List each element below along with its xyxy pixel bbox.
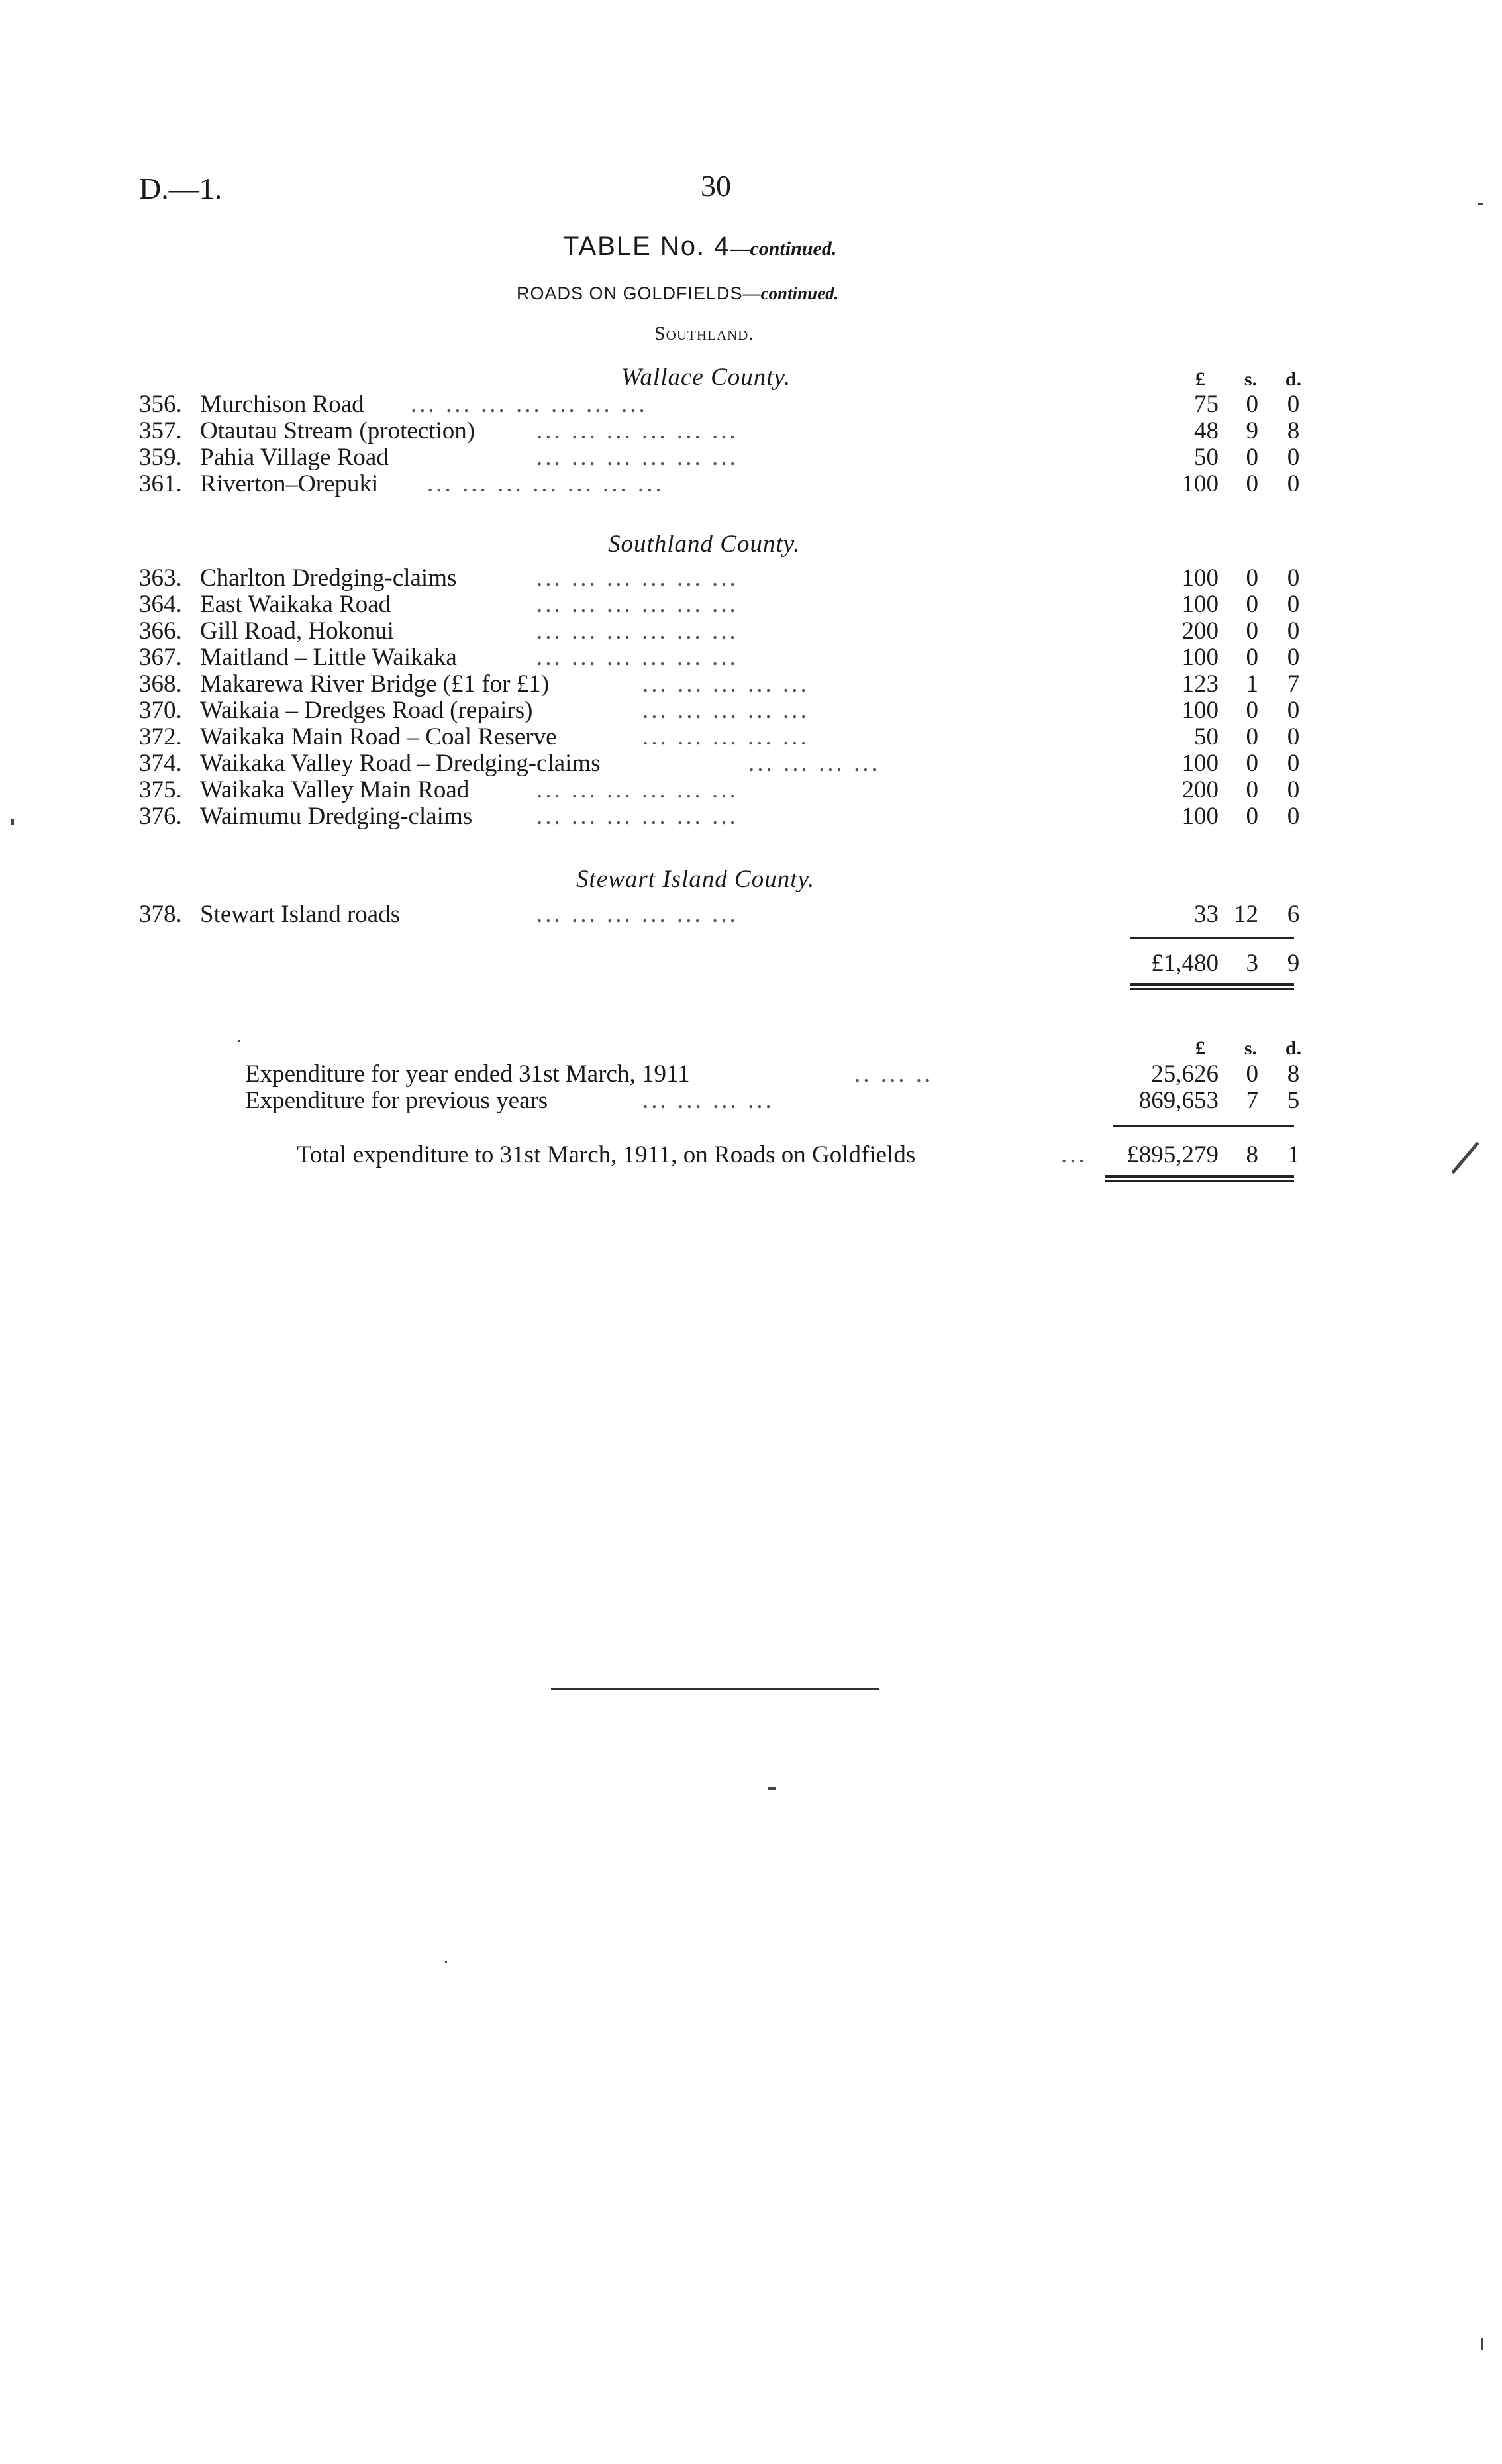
row-number: 361. (139, 470, 182, 497)
summary-shillings: 7 (1246, 1087, 1258, 1114)
scan-mark (1481, 2338, 1483, 2350)
leader-dots: ... ... ... ... ... ... (536, 901, 738, 928)
row-label: Riverton–Orepuki (200, 470, 379, 497)
grand-total-label: Total expenditure to 31st March, 1911, on Roads on Goldfields (297, 1141, 916, 1168)
row-pence: 0 (1287, 723, 1300, 750)
table-row (0, 470, 1502, 498)
row-label: Murchison Road (200, 391, 364, 418)
row-pounds: 100 (1181, 644, 1219, 671)
summary-column-headers (0, 1035, 1502, 1062)
table-subtitle (517, 283, 838, 304)
summary-pence: 8 (1287, 1060, 1300, 1088)
row-pence: 0 (1287, 803, 1300, 830)
row-pounds: 75 (1194, 391, 1219, 418)
summary-row-previous (0, 1086, 1502, 1115)
row-shillings: 0 (1246, 564, 1258, 591)
table-row (0, 444, 1502, 472)
document-reference: D.—1. (139, 172, 223, 205)
row-number: 363. (139, 564, 182, 591)
leader-dots: ... ... ... ... ... ... (536, 591, 738, 618)
row-pounds: 100 (1181, 803, 1219, 830)
row-pence: 0 (1287, 444, 1300, 471)
section-total-pounds: £1,480 (1151, 950, 1219, 977)
row-shillings: 0 (1246, 617, 1258, 644)
leader-dots: ... ... ... ... ... ... (536, 644, 738, 671)
row-shillings: 12 (1234, 901, 1258, 928)
row-number: 375. (139, 776, 182, 803)
summary-shillings: 0 (1246, 1060, 1258, 1088)
row-pounds: 50 (1194, 444, 1219, 471)
summary-pounds: 869,653 (1138, 1087, 1219, 1114)
table-row (0, 803, 1502, 831)
scan-mark (11, 819, 14, 825)
summary-rule (1113, 1125, 1294, 1127)
row-label: Charlton Dredging-claims (200, 564, 457, 591)
column-headers (0, 366, 1502, 393)
row-number: 366. (139, 617, 182, 644)
pence-column-header: d. (1285, 368, 1302, 390)
row-pence: 0 (1287, 697, 1300, 724)
row-number: 374. (139, 750, 182, 777)
row-pounds: 50 (1194, 723, 1219, 750)
summary-pounds-header: £ (1195, 1037, 1205, 1059)
leader-dots: .. ... .. (854, 1060, 934, 1088)
county-heading-southland: Southland County. (608, 531, 801, 558)
row-shillings: 0 (1246, 591, 1258, 618)
row-label: Waikaka Valley Main Road (200, 776, 470, 803)
row-shillings: 0 (1246, 444, 1258, 471)
row-number: 356. (139, 391, 182, 418)
table-row (0, 670, 1502, 698)
row-number: 370. (139, 697, 182, 724)
row-pounds: 123 (1181, 670, 1219, 697)
table-row (0, 391, 1502, 419)
row-shillings: 1 (1246, 670, 1258, 697)
row-shillings: 0 (1246, 644, 1258, 671)
summary-row-year (0, 1060, 1502, 1089)
row-pence: 0 (1287, 776, 1300, 803)
row-shillings: 0 (1246, 803, 1258, 830)
row-label: Makarewa River Bridge (£1 for £1) (200, 670, 550, 697)
grand-total-pence: 1 (1287, 1141, 1300, 1168)
table-row (0, 750, 1502, 778)
row-shillings: 0 (1246, 723, 1258, 750)
summary-shillings-header: s. (1244, 1037, 1257, 1059)
row-pence: 6 (1287, 901, 1300, 928)
row-label: Waikaka Valley Road – Dredging-claims (200, 750, 601, 777)
row-shillings: 0 (1246, 391, 1258, 418)
scan-mark (445, 1961, 447, 1963)
table-row (0, 564, 1502, 592)
row-label: Otautau Stream (protection) (200, 417, 476, 444)
page-number: 30 (701, 169, 731, 203)
leader-dots: ... ... ... ... ... (642, 670, 809, 697)
row-pounds: 200 (1181, 776, 1219, 803)
row-label: Waimumu Dredging-claims (200, 803, 473, 830)
row-label: Gill Road, Hokonui (200, 617, 394, 644)
grand-total-shillings: 8 (1246, 1141, 1258, 1168)
leader-dots: ... ... ... ... (642, 1087, 774, 1114)
grand-total-pounds: £895,279 (1126, 1141, 1219, 1168)
table-title-main: TABLE No. 4 (563, 232, 730, 261)
row-label: Maitland – Little Waikaka (200, 644, 457, 671)
row-shillings: 0 (1246, 697, 1258, 724)
summary-label: Expenditure for year ended 31st March, 1911 (245, 1060, 690, 1088)
row-label: Pahia Village Road (200, 444, 389, 471)
county-heading-wallace: Wallace County. (621, 364, 791, 391)
row-shillings: 0 (1246, 776, 1258, 803)
leader-dots: ... ... ... ... ... ... (536, 444, 738, 471)
row-pence: 0 (1287, 617, 1300, 644)
table-row (0, 901, 1502, 929)
table-row (0, 723, 1502, 751)
summary-pounds: 25,626 (1151, 1060, 1219, 1088)
row-pounds: 48 (1194, 417, 1219, 444)
row-number: 357. (139, 417, 182, 444)
grand-total-double-rule-bottom (1105, 1180, 1294, 1182)
row-pounds: 100 (1181, 591, 1219, 618)
summary-pence: 5 (1287, 1087, 1300, 1114)
leader-dots: ... ... ... ... ... ... ... (411, 391, 648, 418)
row-shillings: 0 (1246, 750, 1258, 777)
row-pounds: 33 (1194, 901, 1219, 928)
shillings-column-header: s. (1244, 368, 1257, 390)
row-label: Waikaia – Dredges Road (repairs) (200, 697, 533, 724)
row-pence: 0 (1287, 591, 1300, 618)
pounds-column-header: £ (1195, 368, 1205, 390)
summary-label: Expenditure for previous years (245, 1087, 548, 1114)
grand-total-double-rule-top (1105, 1175, 1294, 1178)
row-pence: 8 (1287, 417, 1300, 444)
table-subtitle-main: ROADS ON GOLDFIELDS (517, 283, 743, 303)
row-number: 368. (139, 670, 182, 697)
row-number: 376. (139, 803, 182, 830)
leader-dots: ... ... ... ... ... ... ... (427, 470, 664, 497)
leader-dots: ... ... ... ... ... (642, 723, 809, 750)
row-pounds: 100 (1181, 697, 1219, 724)
table-row (0, 617, 1502, 645)
row-shillings: 9 (1246, 417, 1258, 444)
leader-dots: ... ... ... ... ... ... (536, 617, 738, 644)
table-row (0, 417, 1502, 445)
table-row (0, 697, 1502, 725)
end-rule (551, 1688, 879, 1690)
row-pence: 0 (1287, 391, 1300, 418)
grand-total-row (0, 1141, 1502, 1170)
region-heading: Southland. (654, 323, 754, 344)
leader-dots: ... ... ... ... ... ... (536, 417, 738, 444)
row-number: 367. (139, 644, 182, 671)
total-double-rule-top (1130, 983, 1294, 986)
row-shillings: 0 (1246, 470, 1258, 497)
leader-dots: ... (1061, 1141, 1087, 1168)
table-title (563, 232, 836, 262)
section-total-row (0, 950, 1502, 978)
scan-mark (1478, 203, 1483, 205)
table-row (0, 776, 1502, 804)
row-label: Waikaka Main Road – Coal Reserve (200, 723, 557, 750)
table-title-suffix: —continued. (730, 238, 837, 260)
row-pence: 0 (1287, 564, 1300, 591)
table-row (0, 644, 1502, 672)
row-label: Stewart Island roads (200, 901, 401, 928)
leader-dots: ... ... ... ... ... ... (536, 564, 738, 591)
row-label: East Waikaka Road (200, 591, 391, 618)
row-pence: 0 (1287, 750, 1300, 777)
row-number: 359. (139, 444, 182, 471)
leader-dots: ... ... ... ... ... (642, 697, 809, 724)
subtotal-rule (1130, 937, 1294, 939)
row-pounds: 100 (1181, 564, 1219, 591)
total-double-rule-bottom (1130, 988, 1294, 990)
section-total-pence: 9 (1287, 950, 1300, 977)
row-pence: 0 (1287, 644, 1300, 671)
section-total-shillings: 3 (1246, 950, 1258, 977)
row-number: 372. (139, 723, 182, 750)
leader-dots: ... ... ... ... ... ... (536, 803, 738, 830)
row-pounds: 100 (1181, 750, 1219, 777)
summary-pence-header: d. (1285, 1037, 1302, 1059)
leader-dots: ... ... ... ... (748, 750, 880, 777)
row-number: 364. (139, 591, 182, 618)
county-heading-stewart-island: Stewart Island County. (576, 866, 815, 893)
scan-mark (768, 1787, 776, 1790)
row-pence: 0 (1287, 470, 1300, 497)
leader-dots: ... ... ... ... ... ... (536, 776, 738, 803)
row-pounds: 100 (1181, 470, 1219, 497)
row-number: 378. (139, 901, 182, 928)
scan-mark (238, 1040, 240, 1042)
table-row (0, 591, 1502, 619)
table-subtitle-suffix: —continued. (742, 283, 839, 303)
row-pence: 7 (1287, 670, 1300, 697)
row-pounds: 200 (1181, 617, 1219, 644)
